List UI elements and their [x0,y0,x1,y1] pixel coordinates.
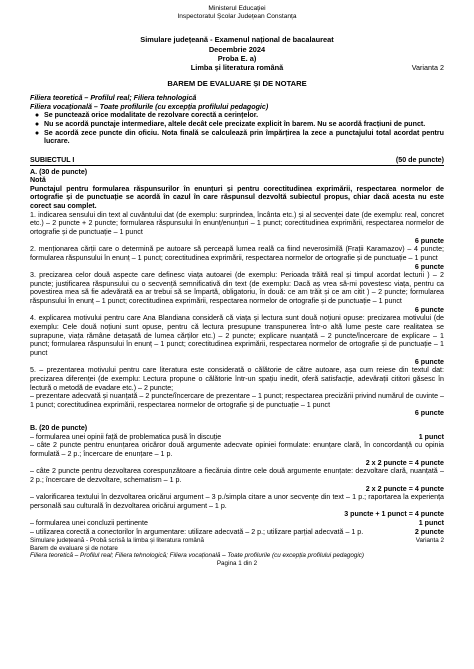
bullet-item: ● Nu se acordă punctaje intermediare, altele decât cele precizate explicit în barem. Nu se acordă fracțiuni de punct. [30,120,444,129]
exam-date: Decembrie 2024 [208,44,266,54]
list-item: – câte 2 puncte pentru enunțarea oricăror două argumente adecvate opiniei formulate: enunțare clară, în concordanță cu opinia formulată – 2 p.; încercare de enunțare – 1 p. 2 x 2 puncte = 4 puncte [30,441,444,467]
exam-proba: Proba E. a) [217,53,257,63]
footer-line-3: Filiera teoretică – Profilul real; Filiera tehnologică; Filiera vocațională – Toate profilurile (cu excepția profilului pedagogic) [30,552,365,560]
exam-subject: Limba și literatura română [190,62,284,72]
list-item: – utilizarea corectă a conectorilor în argumentare: utilizare adecvată – 2 p.; utilizare parțial adecvată – 1 p. 2 puncte [30,527,444,537]
list-item: 1. indicarea sensului din text al cuvântului dat (de exemplu: surprindea, încânta etc.) și al secvenței date (de exemplu: real, concret etc.) – 2 puncte + 2 puncte; formularea răspunsului în enunț/enunțuri – 1 punct; corectitudinea exprimării, respectarea normelor de ortografie și de punctuație – 1 punct 6 puncte [30,210,444,245]
divider [30,165,444,166]
footer-line-1: Simulare județeană - Probă scrisă la limba și literatura română [30,537,204,545]
inspectorate-name: Inspectoratul Școlar Județean Constanța [177,13,297,21]
bullet-item: ● Se acordă zece puncte din oficiu. Nota finală se calculează prin împărțirea la zece a punctajului total acordat pentru lucrare. [30,129,444,146]
list-item: – câte 2 puncte pentru dezvoltarea corespunzătoare a fiecăruia dintre cele două argumente enunțate: dezvoltare clară, nuanțată – 2 p.; încercare de dezvoltare, schematism – 1 p. 2 x 2 puncte = 4 puncte [30,467,444,493]
list-item: 4. explicarea motivului pentru care Ana Blandiana consideră că viața și lectura sunt două noțiuni opuse: precizarea motivului (de exemplu: Cele două noțiuni sunt opuse, pentru că lectura presupune transpunerea într-o altă lume peste care realitatea se suprapune, viața rămâne detașată de lumea cărților etc.) – 2 puncte; explicare nuanțată – 2 puncte/încercare de explicare – 1 punct; formularea răspunsului în enunț – 1 punct; corectitudinea exprimării, respectarea normelor de ortografie și de punctuație – 1 punct 6 puncte [30,314,444,366]
subiect-points: (50 de puncte) [395,155,444,164]
subject-row [30,63,444,73]
page-footer [30,537,444,567]
nota-text: Punctajul pentru formularea răspunsurilor în enunțuri și pentru corectitudinea exprimării, respectarea normelor de ortografie și de punctuație se acordă în cazul în care răspunsul dezvoltă subiectul propus, chiar dacă acesta nu este corect sau complet. [30,184,444,211]
variant-label: Varianta 2 [411,62,444,72]
list-item: 3. precizarea celor două aspecte care definesc viața autoarei (de exemplu: Perioada trăită real și timpul acordat lecturii ) – 2 puncte; justificarea răspunsului cu o secvență semnificativă din text (de exemplu: Dacă aș vrea să-mi povestesc viața, pentru ca povestirea mea să fie adevărată ea ar trebui să se împartă, obligatoriu, în două: ce am trăit și ce am citit ) – 2 puncte; formularea răspunsului în enunț – 1 punct; corectitudinea exprimării, respectarea normelor de ortografie și de punctuație – 1 punct 6 puncte [30,271,444,314]
footer-variant: Varianta 2 [415,537,444,545]
bullet-icon: ● [34,128,40,137]
list-item: – formularea unei concluzii pertinente 1 punct [30,519,444,528]
ministry-name: Ministerul Educației [208,5,266,12]
filiera-line-2: Filiera vocațională – Toate profilurile (cu excepția profilului pedagogic) [30,102,269,111]
subiect-title: SUBIECTUL I [30,155,75,164]
bullet-icon: ● [34,119,40,128]
list-item: – formularea unei opinii față de problematica pusă în discuție 1 punct [30,432,444,441]
nota-label: Notă [30,176,46,185]
filiera-line-1: Filiera teoretică – Profilul real; Filiera tehnologică [30,94,197,103]
exam-title: Simulare județeană - Examenul național de bacalaureat [140,35,334,45]
list-item: – valorificarea textului în dezvoltarea oricărui argument – 3 p./simpla citare a unor secvențe din text – 1 p.; raportarea la experiența personală sau culturală în dezvoltarea oricărui argument – 1 p. 3 puncte + 1 punct = 4 puncte [30,493,444,519]
footer-line-2: Barem de evaluare și de notare [30,544,118,552]
part-a-heading: A. (30 de puncte) [30,167,88,176]
list-item: 5. – prezentarea motivului pentru care literatura este considerată o călătorie de către autoare, așa cum reiese din textul dat: precizarea diferenței (de exemplu: Lectura propune o călătorie într-un spațiu inedit, oferă satisfacție, adevărații cititori găsesc în lectură o metodă de evadare etc.) – 2 puncte; – prezentare adecvată și nuanțată – 2 puncte/încercare de prezentare – 1 punct; respectarea precizării privind numărul de cuvinte – 1 punct; corectitudinea exprimării, respectarea normelor de ortografie și de punctuație – 1 punct 6 puncte [30,366,444,418]
bullet-item: ● Se punctează orice modalitate de rezolvare corectă a cerințelor. [30,111,444,120]
bullet-icon: ● [34,111,40,120]
page-number: Pagina 1 din 2 [216,559,258,567]
barem-title: BAREM DE EVALUARE ȘI DE NOTARE [167,78,307,88]
part-b-heading: B. (20 de puncte) [30,424,88,433]
list-item: 2. menționarea cărții care o determină pe autoare să perceapă lumea reală ca fiind neverosimilă (Frații Karamazov) – 4 puncte; formularea răspunsului în enunț – 1 punct; corectitudinea exprimării, respectarea normelor de ortografie și de punctuație – 1 punct 6 puncte [30,245,444,271]
subiect-heading [30,156,444,165]
